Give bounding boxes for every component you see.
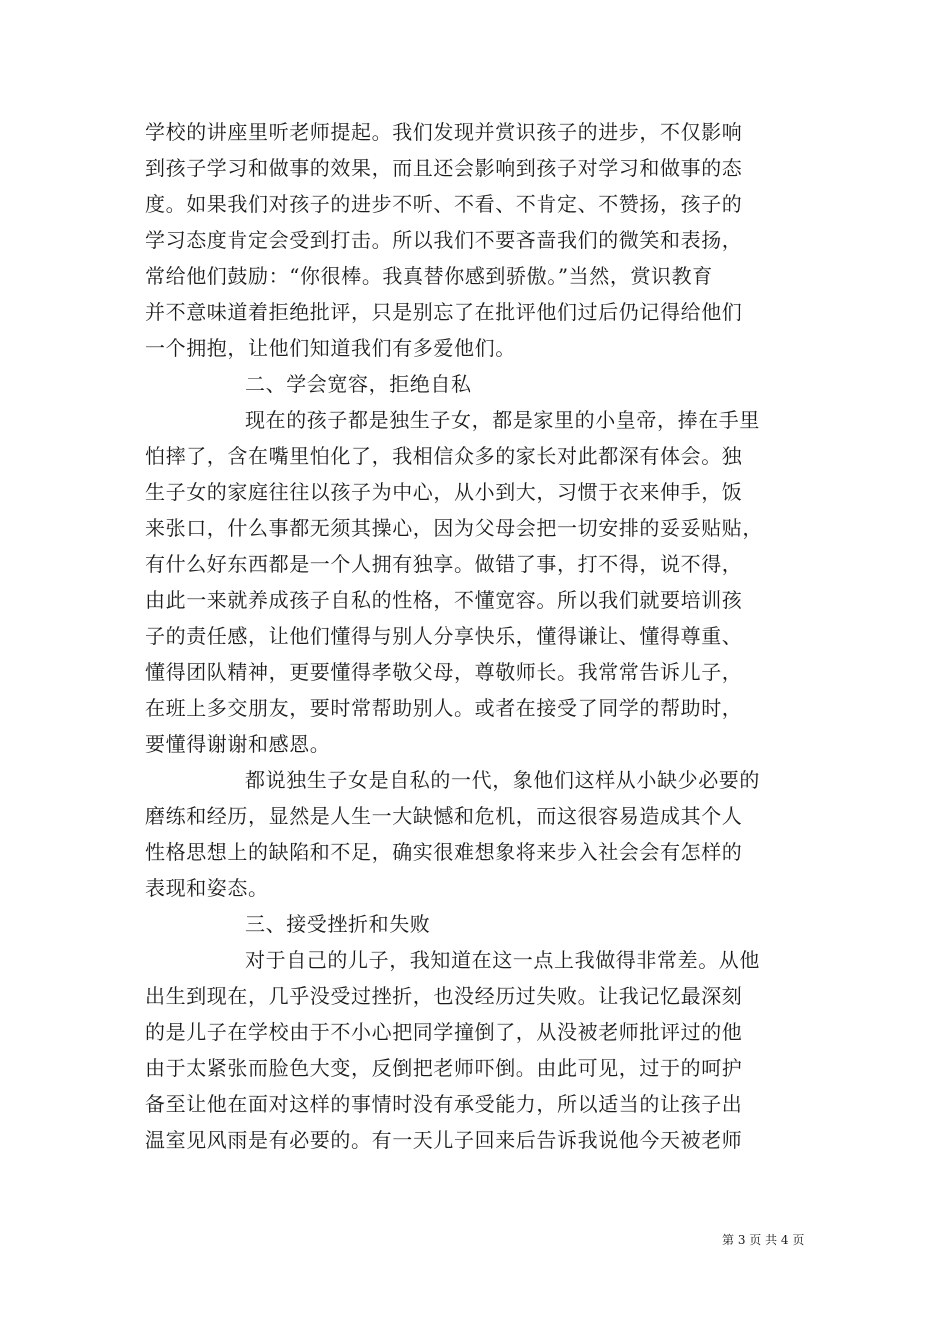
text-line: 性格思想上的缺陷和不足，确实很难想象将来步入社会会有怎样的: [145, 840, 743, 864]
text-line: 磨练和经历，显然是人生一大缺憾和危机，而这很容易造成其个人: [145, 804, 743, 828]
text-line: 三、接受挫折和失败: [245, 912, 431, 936]
text-line: 的是儿子在学校由于不小心把同学撞倒了，从没被老师批评过的他: [145, 1020, 743, 1044]
text-line: 要懂得谢谢和感恩。: [145, 732, 331, 756]
text-line: 对于自己的儿子，我知道在这一点上我做得非常差。从他: [245, 948, 760, 972]
text-line: 生子女的家庭往往以孩子为中心，从小到大，习惯于衣来伸手，饭: [145, 480, 743, 504]
text-line: 怕摔了，含在嘴里怕化了，我相信众多的家长对此都深有体会。独: [145, 444, 743, 468]
text-line: 在班上多交朋友，要时常帮助别人。或者在接受了同学的帮助时，: [145, 696, 743, 720]
text-line: 学校的讲座里听老师提起。我们发现并赏识孩子的进步，不仅影响: [145, 120, 743, 144]
text-line: 备至让他在面对这样的事情时没有承受能力，所以适当的让孩子出: [145, 1092, 743, 1116]
text-line: 由于太紧张而脸色大变，反倒把老师吓倒。由此可见，过于的呵护: [145, 1056, 743, 1080]
text-line: 由此一来就养成孩子自私的性格，不懂宽容。所以我们就要培训孩: [145, 588, 743, 612]
text-line: 一个拥抱，让他们知道我们有多爱他们。: [145, 336, 516, 360]
text-line: 表现和姿态。: [145, 876, 269, 900]
text-line: 来张口，什么事都无须其操心，因为父母会把一切安排的妥妥贴贴，: [145, 516, 763, 540]
text-line: 现在的孩子都是独生子女，都是家里的小皇帝，捧在手里: [245, 408, 760, 432]
text-line: 温室见风雨是有必要的。有一天儿子回来后告诉我说他今天被老师: [145, 1128, 743, 1152]
text-line: 二、学会宽容，拒绝自私: [245, 372, 472, 396]
text-line: 都说独生子女是自私的一代，象他们这样从小缺少必要的: [245, 768, 760, 792]
text-line: 懂得团队精神，更要懂得孝敬父母，尊敬师长。我常常告诉儿子，: [145, 660, 743, 684]
text-line: 并不意味道着拒绝批评，只是别忘了在批评他们过后仍记得给他们: [145, 300, 743, 324]
text-line: 出生到现在，几乎没受过挫折，也没经历过失败。让我记忆最深刻: [145, 984, 743, 1008]
page-footer: 第 3 页 共 4 页: [722, 1233, 805, 1247]
text-line: 有什么好东西都是一个人拥有独享。做错了事，打不得，说不得，: [145, 552, 743, 576]
text-line: 子的责任感，让他们懂得与别人分享快乐，懂得谦让、懂得尊重、: [145, 624, 743, 648]
text-line: 学习态度肯定会受到打击。所以我们不要吝啬我们的微笑和表扬，: [145, 228, 743, 252]
text-line: 到孩子学习和做事的效果，而且还会影响到孩子对学习和做事的态: [145, 156, 743, 180]
text-line: 度。如果我们对孩子的进步不听、不看、不肯定、不赞扬，孩子的: [145, 192, 743, 216]
text-line: 常给他们鼓励：“你很棒。我真替你感到骄傲。”当然，赏识教育: [145, 264, 713, 288]
